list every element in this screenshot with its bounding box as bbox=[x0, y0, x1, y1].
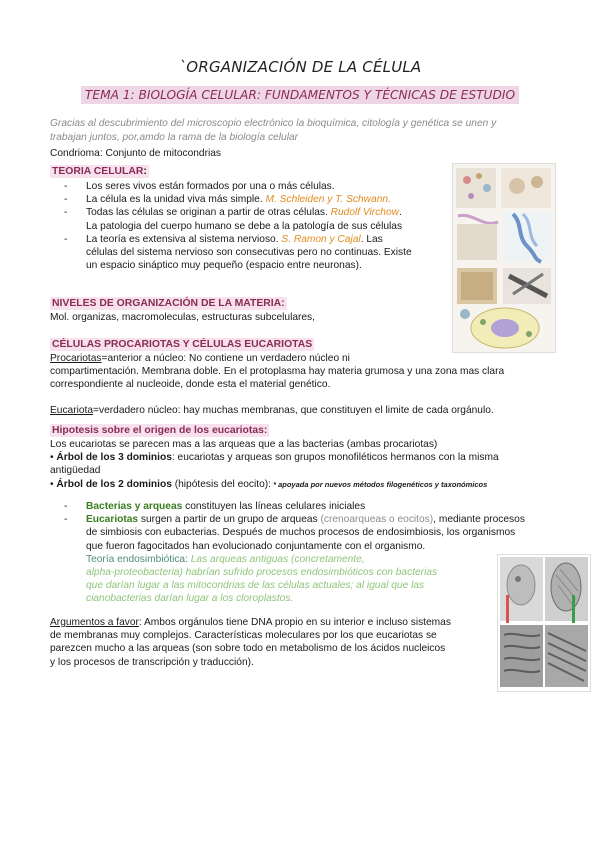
teoria-item-1: Los seres vivos están formados por una o más células. bbox=[86, 181, 335, 192]
teoria-item-3-end: . bbox=[398, 207, 402, 219]
argumentos-line-1: : Ambos orgánulos tiene DNA propio en su interior e incluso sistemas bbox=[138, 617, 451, 628]
procariotas-line-1: =anterior a núcleo: No contiene un verdadero núcleo ni bbox=[101, 353, 350, 364]
teoria-heading-text: TEORIA CELULAR bbox=[52, 166, 144, 177]
arbol3-term: Árbol de los 3 dominios bbox=[56, 452, 172, 464]
list-item: - Los seres vivos están formados por una o más células. bbox=[64, 181, 335, 192]
teoria-item-3-cite: Rudolf Virchow bbox=[330, 207, 399, 219]
celulas-heading: CÉLULAS PROCARIOTAS Y CÉLULAS EUCARIOTAS bbox=[52, 339, 313, 350]
arbol2-term: Árbol de los 2 dominios bbox=[56, 478, 172, 490]
eucariotas-text-1: surgen a partir de un grupo de arqueas bbox=[138, 514, 321, 526]
page-title: `ORGANIZACIÓN DE LA CÉLULA bbox=[178, 58, 422, 76]
procariotas-term: Procariotas bbox=[50, 353, 102, 364]
eucariotas-text-2: , mediante procesos bbox=[433, 514, 525, 526]
eucariotas-term: Eucariotas bbox=[86, 514, 139, 526]
teoria-item-2-cite: M. Schleiden y T. Schwann. bbox=[265, 194, 391, 206]
hipotesis-body: Los eucariotas se parecen mas a las arqueas que a las bacterias (ambas procariotas) • Árbol de los 3 dominios: eucariotas y arqueas son grupos monofiléticos hermanos con la misma antigüedad • Árbol de los 2 dominios (hipótesis del eocito): * apoyada por nuevos métodos filogenéticos y taxonómicos bbox=[50, 438, 550, 491]
eucariotas-line-3: que fueron fagocitados han evolucionado conjuntamente con el organismo. bbox=[86, 540, 426, 552]
teoria-item-3-line-2: La patologia del cuerpo humano se debe a la patología de sus células bbox=[86, 220, 403, 232]
arbol2-note: * apoyada por nuevos métodos filogenéticos y taxonómicos bbox=[271, 479, 488, 489]
teoria-item-4-end: . Las bbox=[360, 233, 383, 245]
hipotesis-line-1: Los eucariotas se parecen mas a las arqueas que a las bacterias (ambas procariotas) bbox=[50, 439, 438, 450]
niveles-text: Mol. organizas, macromoleculas, estructuras subcelulares, bbox=[50, 312, 315, 323]
argumentos-line-3: parezcen mucho a las arqueas (son sobre todo en metabolismo de los ácidos nucleicos bbox=[50, 643, 446, 655]
list-item: - Bacterias y arqueas constituyen las líneas celulares iniciales bbox=[64, 501, 366, 512]
cell-organization-figure bbox=[452, 163, 556, 353]
procariotas-paragraph bbox=[50, 352, 550, 392]
teoria-item-4: La teoría es extensiva al sistema nervioso. bbox=[86, 233, 279, 245]
dominios-list bbox=[64, 500, 544, 606]
argumentos-line-2: de membranas muy complejos. Características moleculares por los que eucariotas se bbox=[50, 630, 437, 642]
intro-line-1: Gracias al descubrimiento del microscopio electrónico la bioquímica, citología y genética se unen y bbox=[50, 118, 497, 129]
argumentos-paragraph bbox=[50, 616, 470, 669]
hipotesis-heading: Hipotesis sobre el origen de los eucariotas: bbox=[52, 425, 268, 436]
teoria-heading bbox=[50, 165, 149, 178]
endo-term: Teoría endosimbiótica: bbox=[86, 553, 191, 565]
arbol2-text: (hipótesis del eocito): bbox=[171, 478, 271, 490]
list-item: - La teoría es extensiva al sistema nervioso. S. Ramon y Cajal. Las células del sistema nervioso son consecutivas pero no continuas. Existe un espacio sináptico muy pequeño (espacio entre neuronas). bbox=[64, 233, 412, 272]
niveles-heading: NIVELES DE ORGANIZACIÓN DE LA MATERIA: bbox=[52, 298, 285, 309]
bacterias-text: constituyen las líneas celulares iniciales bbox=[182, 501, 366, 512]
teoria-list bbox=[64, 180, 454, 272]
teoria-heading-colon: : bbox=[143, 166, 147, 177]
teoria-item-3: Todas las células se originan a partir de otras células. bbox=[86, 207, 328, 219]
arbol3-text: : eucariotas y arqueas son grupos monofiléticos hermanos con la misma bbox=[171, 452, 499, 464]
endo-line-2: alpha-proteobacteria) habrían sufrido procesos endosimbióticos con bacterias bbox=[86, 567, 438, 579]
teoria-item-4-line-3: un espacio sináptico muy pequeño (espacio entre neuronas). bbox=[86, 260, 362, 272]
list-item: - La célula es la unidad viva más simple. M. Schleiden y T. Schwann. bbox=[64, 194, 391, 206]
endo-line-1: Las arqueas antiguas (concretamente, bbox=[190, 553, 365, 565]
procariotas-line-3: correspondiente al nucleoide, donde esta el material genético. bbox=[50, 379, 331, 391]
eucariota-term: Eucariota bbox=[50, 405, 94, 416]
subtitle-container bbox=[0, 86, 600, 104]
teoria-item-4-line-2: células del sistema nervioso son consecutivas pero no continuas. Existe bbox=[86, 247, 412, 259]
eucariotas-grey: (crenoarqueas o eocitos) bbox=[320, 514, 434, 526]
page-subtitle: TEMA 1: BIOLOGÍA CELULAR: FUNDAMENTOS Y TÉCNICAS DE ESTUDIO bbox=[81, 86, 519, 104]
eucariotas-line-2: de simbiosis con eubacterias. Después de muchos procesos de endosimbiosis, los organismos bbox=[86, 527, 516, 539]
endo-line-4: cianobacterias darían lugar a los cloroplastos. bbox=[86, 593, 294, 605]
eucariota-paragraph bbox=[50, 404, 550, 417]
argumentos-term: Argumentos a favor bbox=[50, 617, 139, 628]
list-item: - Todas las células se originan a partir de otras células. Rudolf Virchow. La patologia del cuerpo humano se debe a la patología de sus células bbox=[64, 207, 403, 232]
list-item: - Eucariotas surgen a partir de un grupo de arqueas (crenoarqueas o eocitos), mediante procesos de simbiosis con eubacterias. Después de muchos procesos de endosimbiosis, los organismos que fueron fagocitados han evolucionado conjuntamente con el organismo. Teoría endosimbiótica: Las arqueas antiguas (concretamente, alpha-proteobacteria) habrían sufrido procesos endosimbióticos con bacterias que darían lugar a las mitocondrias de las células actuales; al igual que las cianobacterias darían lugar a los cloroplastos. bbox=[64, 514, 525, 605]
intro-line-2: trabajan juntos, por,amdo la rama de la biología celular bbox=[50, 132, 299, 143]
intro-paragraph bbox=[50, 117, 550, 145]
procariotas-line-2: compartimentación. Membrana doble. En el protoplasma hay materia grumosa y una zona mas clara bbox=[50, 366, 505, 378]
organelle-micrographs bbox=[497, 554, 591, 692]
teoria-item-2: La célula es la unidad viva más simple. bbox=[86, 194, 263, 206]
arbol3-line-2: antigüedad bbox=[50, 465, 101, 477]
bacterias-term: Bacterias y arqueas bbox=[86, 501, 183, 512]
condrioma-line: Condrioma: Conjunto de mitocondrias bbox=[50, 148, 222, 159]
eucariota-line: =verdadero núcleo: hay muchas membranas, que constituyen el limite de cada orgánulo. bbox=[93, 405, 494, 416]
teoria-item-4-cite: S. Ramon y Cajal bbox=[281, 233, 361, 245]
endo-line-3: que darían lugar a las mitocondrias de las células actuales; al igual que las bbox=[86, 580, 425, 592]
argumentos-line-4: y los procesos de transcripción y traducción). bbox=[50, 656, 254, 668]
